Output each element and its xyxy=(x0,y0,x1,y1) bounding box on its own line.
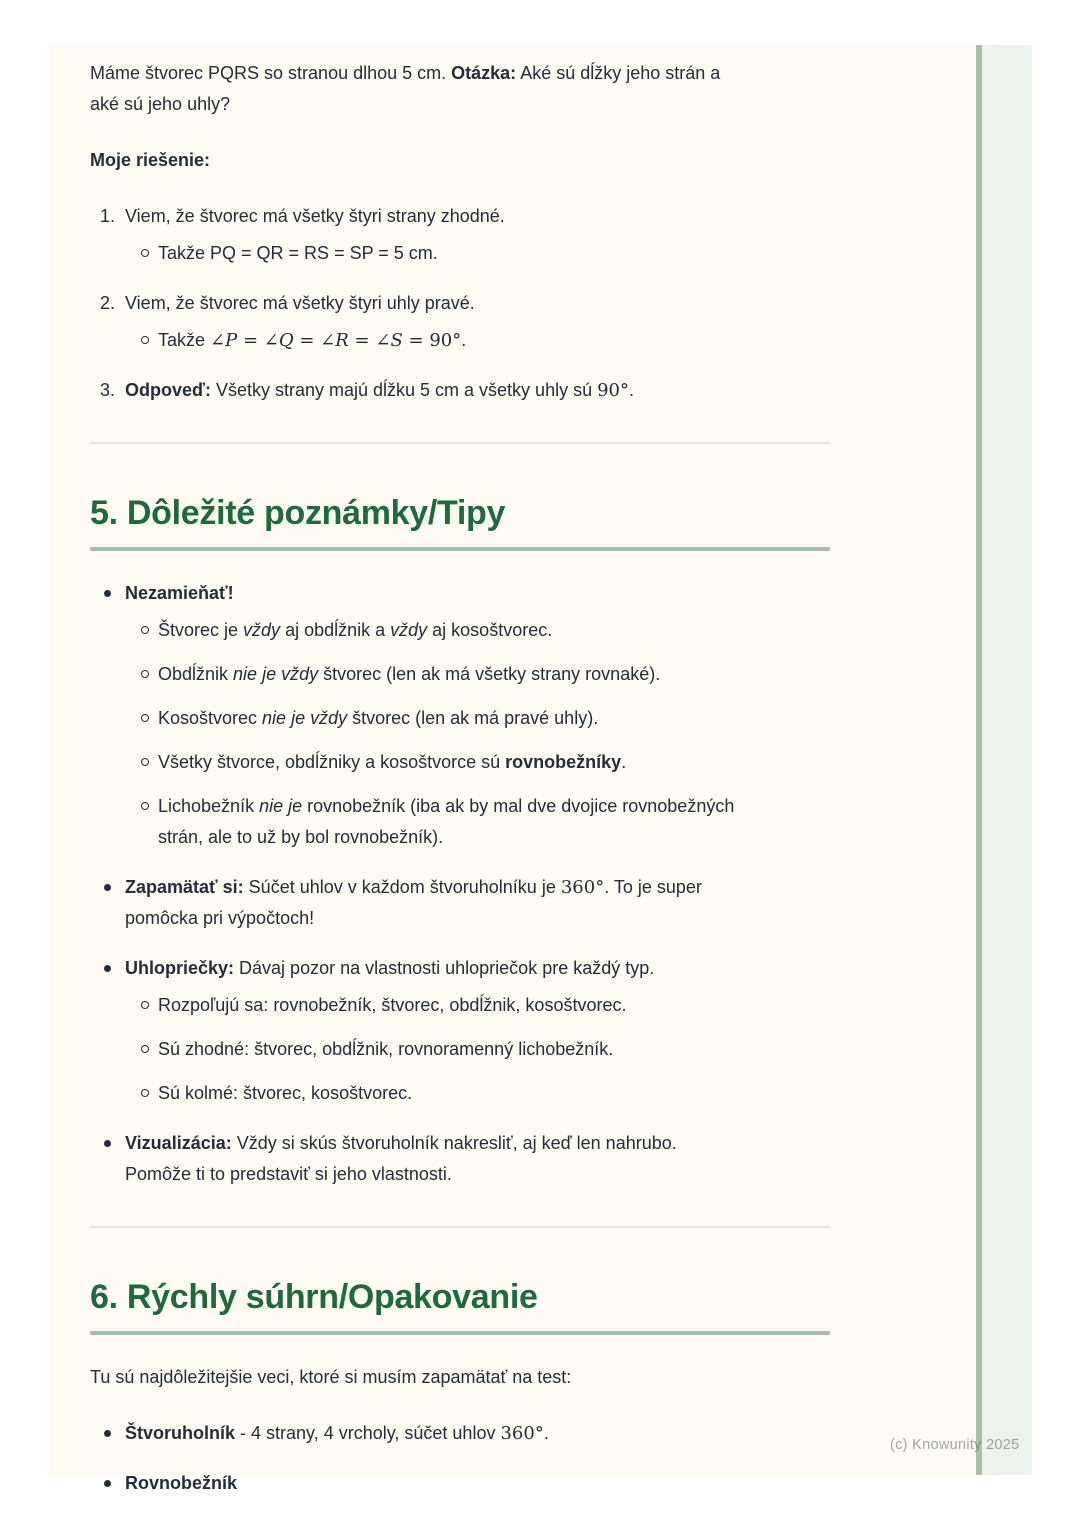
list-item-text xyxy=(158,1039,613,1059)
text-segment: rovnobežník (iba ak by mal dve dvojice rovnobežných xyxy=(302,796,735,816)
sub-list-item xyxy=(125,659,830,690)
text-segment: . xyxy=(629,380,635,400)
text-segment: Viem, že štvorec má všetky štyri uhly pravé. xyxy=(125,293,475,313)
text-segment: 360° xyxy=(560,877,605,898)
text-segment: . To je super xyxy=(604,877,702,897)
bullet-circle-icon xyxy=(141,249,149,257)
text-segment: Vizualizácia: xyxy=(125,1133,232,1153)
bullet-dot-icon xyxy=(104,1430,111,1437)
bullet-dot-icon xyxy=(104,965,111,972)
bullet-circle-icon xyxy=(141,1001,149,1009)
sub-list-item xyxy=(125,747,830,778)
my-solution-label xyxy=(90,145,830,176)
section-6-heading: 6. Rýchly súhrn/Opakovanie xyxy=(90,1278,538,1316)
bullet-list xyxy=(125,238,830,269)
list-number: 3. xyxy=(100,380,116,400)
text-segment: štvorec (len ak má všetky strany rovnaké). xyxy=(318,664,661,684)
text-segment: Moje riešenie: xyxy=(90,150,211,170)
text-segment: Všetky štvorce, obdĺžniky a kosoštvorce sú xyxy=(158,752,506,772)
text-segment: Tu sú najdôležitejšie veci, ktoré si musím zapamätať na test: xyxy=(90,1367,572,1387)
list-item-text xyxy=(158,995,626,1015)
list-item-text xyxy=(158,620,552,640)
text-segment: pomôcka pri výpočtoch! xyxy=(125,908,315,928)
text-segment: aj obdĺžnik a xyxy=(280,620,391,640)
text-segment: Uhlopriečky: xyxy=(125,958,235,978)
bullet-dot-icon xyxy=(104,1140,111,1147)
sub-list-item xyxy=(125,703,830,734)
text-segment: ∠ xyxy=(263,330,279,351)
bullet-circle-icon xyxy=(141,670,149,678)
list-item xyxy=(90,288,830,356)
list-item xyxy=(90,578,830,853)
text-segment: . xyxy=(543,1423,549,1443)
bullet-list xyxy=(125,615,830,853)
intro-paragraph xyxy=(90,58,830,120)
bullet-list xyxy=(90,1418,830,1499)
text-segment: - 4 strany, 4 vrcholy, súčet uhlov xyxy=(235,1423,501,1443)
list-item-text xyxy=(125,206,505,226)
text-segment: Štvoruholník xyxy=(125,1423,236,1443)
bullet-circle-icon xyxy=(141,758,149,766)
sub-list-item xyxy=(125,1034,830,1065)
list-item-text xyxy=(125,877,702,928)
list-item-text xyxy=(158,796,734,847)
list-item-text xyxy=(125,958,654,978)
section-5-heading: 5. Dôležité poznámky/Tipy xyxy=(90,494,506,532)
text-segment: Aké sú dĺžky jeho strán a xyxy=(516,63,721,83)
text-segment: Obdĺžnik xyxy=(158,664,234,684)
text-segment: Odpoveď: xyxy=(125,380,211,400)
list-item-text xyxy=(125,293,475,313)
list-item-text xyxy=(125,380,634,400)
text-segment: Viem, že štvorec má všetky štyri strany zhodné. xyxy=(125,206,505,226)
text-segment: Súčet uhlov v každom štvoruholníku je xyxy=(243,877,561,897)
text-segment: ∠ xyxy=(375,330,391,351)
text-segment: rovnobežníky xyxy=(505,752,622,772)
text-segment: S xyxy=(390,330,403,351)
heading-underline xyxy=(90,547,830,551)
summary-intro-paragraph xyxy=(90,1362,830,1393)
text-segment: Rovnobežník xyxy=(125,1473,238,1493)
text-segment: Rozpoľujú sa: rovnobežník, štvorec, obdĺžnik, kosoštvorec. xyxy=(158,995,627,1015)
watermark: (c) Knowunity 2025 xyxy=(890,1437,1020,1453)
sub-list-item xyxy=(125,990,830,1021)
list-item xyxy=(90,872,830,934)
text-segment: = xyxy=(293,330,321,351)
text-segment: Q xyxy=(278,330,294,351)
text-segment: 90° xyxy=(597,380,629,401)
text-segment: = xyxy=(237,330,264,351)
text-segment: P xyxy=(225,330,238,351)
text-segment: Sú zhodné: štvorec, obdĺžnik, rovnoramenný lichobežník. xyxy=(158,1039,614,1059)
list-item-text xyxy=(158,708,598,728)
numbered-list xyxy=(90,201,830,406)
bullet-list xyxy=(125,325,830,356)
text-segment: . xyxy=(621,752,627,772)
text-segment: vždy xyxy=(390,620,428,640)
bullet-circle-icon xyxy=(141,336,149,344)
text-segment: 360° xyxy=(500,1423,544,1444)
bullet-circle-icon xyxy=(141,802,149,810)
sub-list-item xyxy=(125,325,830,356)
list-item-text xyxy=(125,1473,237,1493)
text-segment: aké sú jeho uhly? xyxy=(90,94,231,114)
text-segment: ∠ xyxy=(210,330,226,351)
bullet-circle-icon xyxy=(141,1045,149,1053)
list-item-text xyxy=(125,1133,677,1184)
list-item xyxy=(90,375,830,406)
text-segment: nie je vždy xyxy=(233,664,319,684)
text-segment: aj kosoštvorec. xyxy=(427,620,553,640)
list-item xyxy=(90,1418,830,1449)
bullet-circle-icon xyxy=(141,626,149,634)
bullet-dot-icon xyxy=(104,1480,111,1487)
text-segment: štvorec (len ak má pravé uhly). xyxy=(347,708,599,728)
text-segment: Sú kolmé: štvorec, kosoštvorec. xyxy=(158,1083,413,1103)
list-number: 1. xyxy=(100,206,116,226)
text-segment: strán, ale to už by bol rovnobežník). xyxy=(158,827,444,847)
text-segment: Takže PQ = QR = RS = SP = 5 cm. xyxy=(158,243,438,263)
document-page xyxy=(50,45,976,1493)
list-item-text xyxy=(125,583,234,603)
bullet-circle-icon xyxy=(141,1089,149,1097)
text-segment: Dávaj pozor na vlastnosti uhlopriečok pre každý typ. xyxy=(234,958,655,978)
text-segment: nie je vždy xyxy=(262,708,348,728)
sub-list-item xyxy=(125,1078,830,1109)
bullet-list xyxy=(125,990,830,1109)
text-segment: Lichobežník xyxy=(158,796,260,816)
text-segment: ∠ xyxy=(320,330,336,351)
list-number: 2. xyxy=(100,293,116,313)
list-item xyxy=(90,953,830,1109)
list-item-text xyxy=(158,243,438,263)
sub-list-item xyxy=(125,615,830,646)
list-item xyxy=(90,1468,830,1499)
sub-list-item xyxy=(125,238,830,269)
text-segment: Zapamätať si: xyxy=(125,877,244,897)
list-item-text xyxy=(158,330,466,350)
text-segment: Vždy si skús štvoruholník nakresliť, aj keď len nahrubo. xyxy=(231,1133,677,1153)
text-segment: = xyxy=(348,330,376,351)
bullet-list xyxy=(90,578,830,1190)
text-segment: Takže xyxy=(158,330,211,350)
section-divider xyxy=(90,1226,830,1228)
text-segment: R xyxy=(335,330,349,351)
list-item-text xyxy=(125,1423,549,1443)
text-segment: nie je xyxy=(259,796,303,816)
list-item-text xyxy=(158,752,626,772)
text-segment: Pomôže ti to predstaviť si jeho vlastnosti. xyxy=(125,1164,452,1184)
bullet-circle-icon xyxy=(141,714,149,722)
text-segment: Všetky strany majú dĺžku 5 cm a všetky uhly sú xyxy=(210,380,598,400)
list-item-text xyxy=(158,664,660,684)
section-divider xyxy=(90,442,830,444)
bullet-dot-icon xyxy=(104,590,111,597)
text-segment: Kosoštvorec xyxy=(158,708,263,728)
text-segment: vždy xyxy=(243,620,281,640)
heading-underline xyxy=(90,1331,830,1335)
text-segment: Otázka: xyxy=(451,63,517,83)
text-segment: . xyxy=(461,330,467,350)
document-content xyxy=(90,58,830,1524)
list-item xyxy=(90,1128,830,1190)
text-segment: = 90° xyxy=(402,330,462,351)
list-item xyxy=(90,201,830,269)
text-segment: Štvorec je xyxy=(158,620,244,640)
next-page-edge xyxy=(982,45,1032,1475)
bullet-dot-icon xyxy=(104,884,111,891)
sub-list-item xyxy=(125,791,830,853)
text-segment: Nezamieňať! xyxy=(125,583,234,603)
list-item-text xyxy=(158,1083,412,1103)
text-segment: Máme štvorec PQRS so stranou dlhou 5 cm. xyxy=(90,63,452,83)
